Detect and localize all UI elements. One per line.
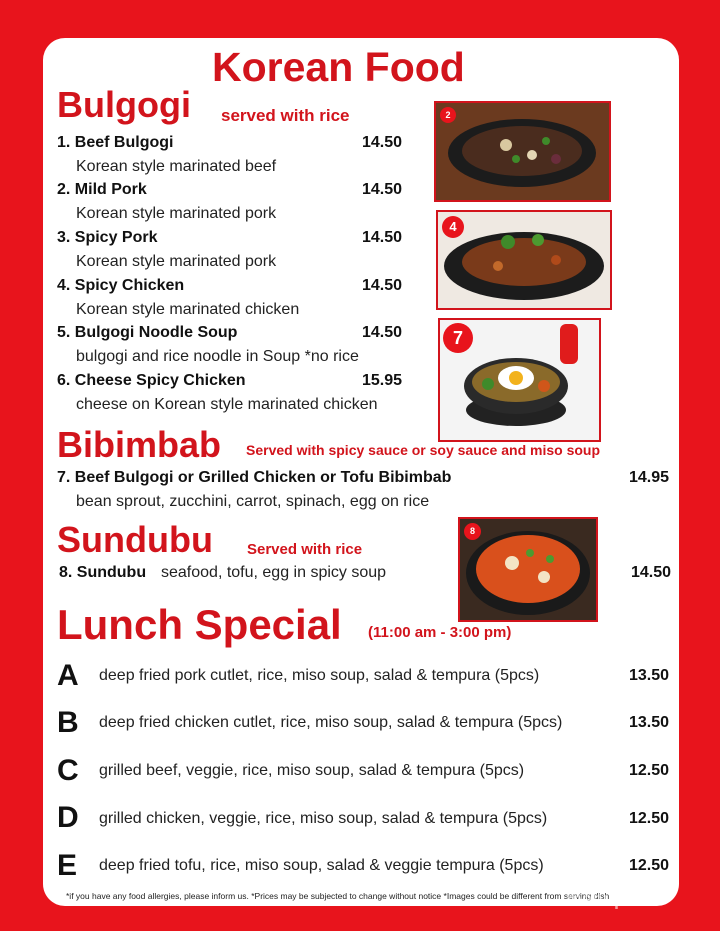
- lunch-desc: grilled beef, veggie, rice, miso soup, salad & tempura (5pcs): [99, 762, 525, 779]
- lunch-price: 13.50: [629, 667, 670, 684]
- menu-item-name: 8. Sundubu: [59, 564, 147, 581]
- lunch-letter: D: [57, 801, 79, 834]
- beef-bulgogi-photo: [434, 101, 611, 202]
- photo-number-badge: 7: [443, 323, 473, 353]
- menu-item-name: 2. Mild Pork: [57, 181, 147, 198]
- lunch-letter: B: [57, 706, 79, 739]
- sundubu-heading: Sundubu: [57, 519, 213, 560]
- photo-number-badge: 2: [440, 107, 456, 123]
- lunch-desc: deep fried tofu, rice, miso soup, salad & veggie tempura (5pcs): [99, 857, 544, 874]
- bibimbab-heading: Bibimbab: [57, 424, 222, 465]
- menu-item-desc: cheese on Korean style marinated chicken: [76, 396, 378, 413]
- menu-item-price: 14.50: [362, 324, 403, 341]
- bulgogi-heading: Bulgogi: [57, 84, 191, 125]
- sundubu-photo: [458, 517, 598, 622]
- spicy-chicken-photo: [436, 210, 612, 310]
- lunch-letter: A: [57, 659, 79, 692]
- menu-item-name: 1. Beef Bulgogi: [57, 134, 174, 151]
- lunch-letter: C: [57, 754, 79, 787]
- lunch-desc: deep fried pork cutlet, rice, miso soup, salad & tempura (5pcs): [99, 667, 540, 684]
- menu-item-price: 14.50: [362, 229, 403, 246]
- menu-item-desc: seafood, tofu, egg in spicy soup: [161, 564, 387, 581]
- footer-note: *if you have any food allergies, please inform us. *Prices may be subjected to change without notice *Images could be different from serving dish: [66, 891, 610, 901]
- lunch-desc: grilled chicken, veggie, rice, miso soup, salad & tempura (5pcs): [99, 810, 548, 827]
- lunch-price: 12.50: [629, 857, 670, 874]
- menu-item-desc: Korean style marinated chicken: [76, 301, 300, 318]
- sundubu-note: Served with rice: [247, 541, 363, 558]
- page-title: Korean Food: [212, 44, 465, 90]
- photo-number-badge: 4: [442, 216, 464, 238]
- menu-item-name: 7. Beef Bulgogi or Grilled Chicken or Tofu Bibimbab: [57, 469, 452, 486]
- menu-item-name: 6. Cheese Spicy Chicken: [57, 372, 246, 389]
- bibimbab-note: Served with spicy sauce or soy sauce and miso soup: [246, 442, 601, 458]
- menu-item-price: 14.50: [362, 134, 403, 151]
- lunch-desc: deep fried chicken cutlet, rice, miso soup, salad & tempura (5pcs): [99, 714, 563, 731]
- menu-item-desc: Korean style marinated pork: [76, 205, 277, 222]
- bibimbab-photo: [438, 318, 601, 442]
- menu-item-desc: Korean style marinated beef: [76, 158, 277, 175]
- menu-item-name: 4. Spicy Chicken: [57, 277, 185, 294]
- menu-item-price: 14.50: [631, 564, 672, 581]
- photo-number-badge: 8: [464, 523, 481, 540]
- lunch-price: 12.50: [629, 810, 670, 827]
- lunch-hours: (11:00 am - 3:00 pm): [368, 624, 512, 641]
- watermark: menupix: [566, 889, 641, 909]
- menu-item-name: 3. Spicy Pork: [57, 229, 158, 246]
- menu-item-desc: bean sprout, zucchini, carrot, spinach, egg on rice: [76, 493, 430, 510]
- menu-item-price: 15.95: [362, 372, 403, 389]
- lunch-price: 12.50: [629, 762, 670, 779]
- menu-item-price: 14.50: [362, 277, 403, 294]
- lunch-special-heading: Lunch Special: [57, 601, 342, 648]
- menu-item-desc: bulgogi and rice noodle in Soup *no rice: [76, 348, 359, 365]
- lunch-price: 13.50: [629, 714, 670, 731]
- menu-item-desc: Korean style marinated pork: [76, 253, 277, 270]
- menu-item-name: 5. Bulgogi Noodle Soup: [57, 324, 238, 341]
- menu-item-price: 14.95: [629, 469, 670, 486]
- lunch-letter: E: [57, 849, 78, 882]
- menu-item-price: 14.50: [362, 181, 403, 198]
- bulgogi-note: served with rice: [221, 106, 350, 125]
